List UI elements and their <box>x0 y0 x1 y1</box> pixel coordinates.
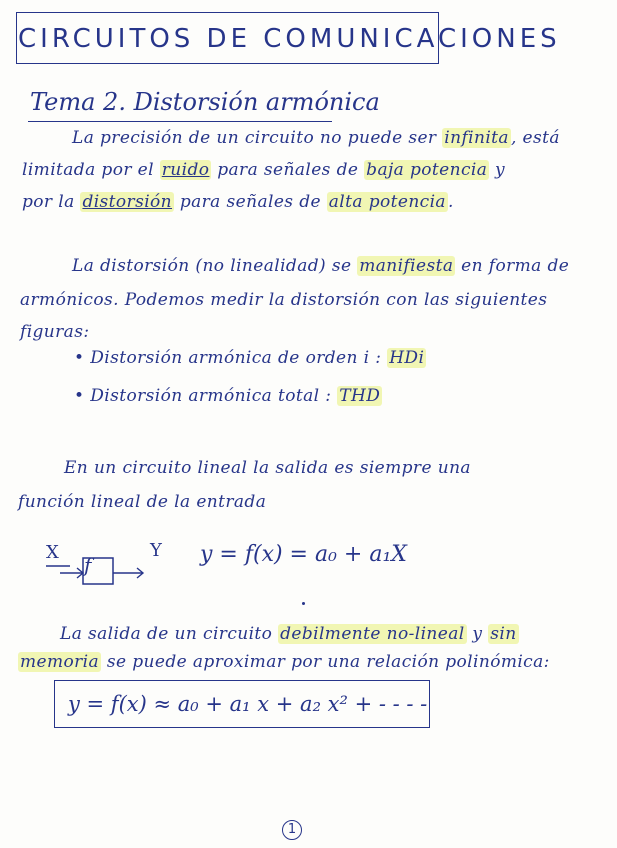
text-span: en forma de <box>455 256 570 276</box>
highlight-alta-potencia: alta potencia <box>328 192 446 212</box>
text-span: La salida de un circuito <box>60 624 279 644</box>
highlight-thd: THD <box>339 386 381 406</box>
highlight-hdi: HDi <box>389 348 425 368</box>
text-span: , está <box>510 128 560 148</box>
page-number: 1 <box>282 820 302 840</box>
section-heading: Tema 2. Distorsión armónica <box>30 88 380 116</box>
highlight-sin: sin <box>490 624 517 644</box>
highlight-distorsion: distorsión <box>82 192 173 212</box>
bullet-thd <box>74 386 382 406</box>
text-span: para señales de <box>211 160 365 180</box>
para1-line1 <box>72 128 560 148</box>
text-span: . <box>447 192 454 212</box>
ink-dot <box>302 602 305 605</box>
para1-line2 <box>22 160 505 180</box>
para3-line1: En un circuito lineal la salida es siempre una <box>64 458 471 478</box>
polynomial-formula: y = f(x) ≈ a₀ + a₁ x + a₂ x² + - - - - <box>68 692 428 716</box>
bullet-text: • Distorsión armónica de orden i : <box>74 348 388 368</box>
linear-equation: y = f(x) = a₀ + a₁X <box>200 542 407 567</box>
para4-line1 <box>60 624 519 644</box>
para2-line1 <box>72 256 569 276</box>
diagram-block-label: f <box>84 553 92 577</box>
highlight-infinita: infinita <box>444 128 509 148</box>
highlight-manifiesta: manifiesta <box>359 256 454 276</box>
page-title: CIRCUITOS DE COMUNICACIONES <box>18 24 561 54</box>
text-span: para señales de <box>174 192 327 212</box>
text-span: y <box>489 160 506 180</box>
highlight-memoria: memoria <box>20 652 100 672</box>
highlight-baja-potencia: baja potencia <box>366 160 488 180</box>
text-span: limitada por el <box>22 160 160 180</box>
bullet-text: • Distorsión armónica total : <box>74 386 338 406</box>
block-diagram <box>40 536 190 586</box>
bullet-hd <box>74 348 426 368</box>
diagram-output-label: Y <box>150 540 162 561</box>
text-span: La precisión de un circuito no puede ser <box>72 128 443 148</box>
para3-line2: función lineal de la entrada <box>18 492 267 512</box>
diagram-input-label: X <box>46 542 59 563</box>
para2-line2: armónicos. Podemos medir la distorsión con las siguientes <box>20 290 548 310</box>
highlight-no-lineal: debilmente no-lineal <box>280 624 465 644</box>
text-span: y <box>466 624 489 644</box>
text-span: por la <box>22 192 81 212</box>
heading-underline <box>28 121 332 122</box>
para4-line2 <box>18 652 550 672</box>
para2-line3: figuras: <box>20 322 90 342</box>
para1-line3 <box>22 192 454 212</box>
text-span: se puede aproximar por una relación polinómica: <box>101 652 550 672</box>
text-span: La distorsión (no linealidad) se <box>72 256 358 276</box>
highlight-ruido: ruido <box>161 160 210 180</box>
